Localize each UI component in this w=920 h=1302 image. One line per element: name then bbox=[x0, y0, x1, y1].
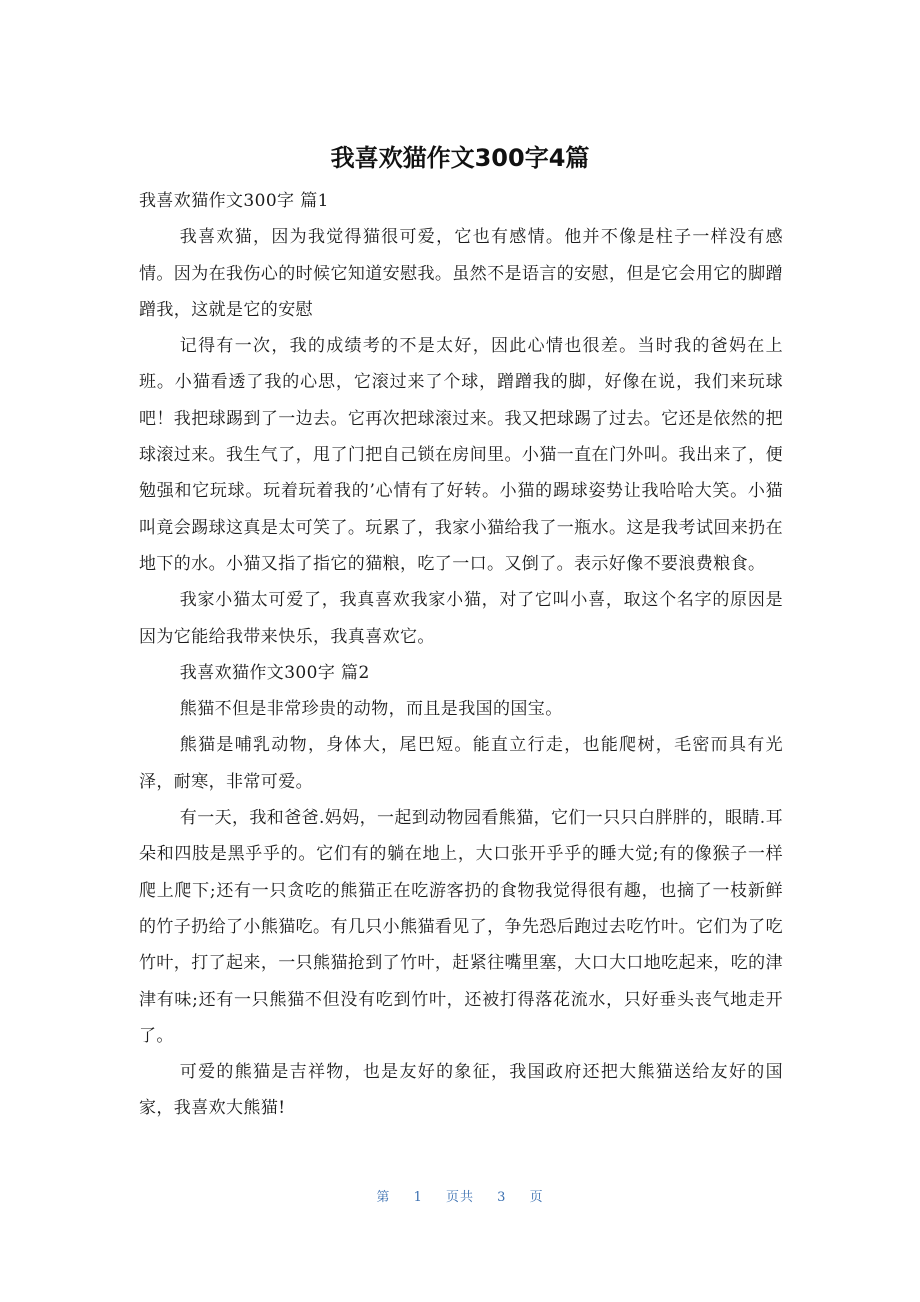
paragraph: 记得有一次，我的成绩考的不是太好，因此心情也很差。当时我的爸妈在上班。小猫看透了我的心思，它滚过来了个球，蹭蹭我的脚，好像在说，我们来玩球吧！我把球踢到了一边去。它再次把球滚过来。我又把球踢了过去。它还是依然的把球滚过来。我生气了，甩了门把自己锁在房间里。小猫一直在门外叫。我出来了，便勉强和它玩球。玩着玩着我的’心情有了好转。小猫的踢球姿势让我哈哈大笑。小猫叫竟会踢球这真是太可笑了。玩累了，我家小猫给我了一瓶水。这是我考试回来扔在地下的水。小猫又指了指它的猫粮，吃了一口。又倒了。表示好像不要浪费粮食。 bbox=[139, 336, 783, 574]
paragraph: 我喜欢猫，因为我觉得猫很可爱，它也有感情。他并不像是柱子一样没有感情。因为在我伤心的时候它知道安慰我。虽然不是语言的安慰，但是它会用它的脚蹭蹭我，这就是它的安慰 bbox=[139, 227, 783, 320]
document-title: 我喜欢猫作文300字4篇 bbox=[330, 144, 590, 172]
section-heading: 我喜欢猫作文300字 篇2 bbox=[179, 662, 370, 683]
footer-prefix: 第 bbox=[376, 1190, 391, 1205]
footer-total-pages: 3 bbox=[497, 1190, 507, 1205]
footer-suffix: 页 bbox=[529, 1190, 544, 1205]
section-heading: 我喜欢猫作文300字 篇1 bbox=[139, 191, 329, 211]
page-footer bbox=[0, 1186, 920, 1205]
document-body bbox=[139, 183, 783, 1127]
paragraph: 我家小猫太可爱了，我真喜欢我家小猫，对了它叫小喜，取这个名字的原因是因为它能给我带来快乐，我真喜欢它。 bbox=[139, 590, 783, 647]
footer-current-page: 1 bbox=[413, 1190, 423, 1205]
paragraph: 熊猫不但是非常珍贵的动物，而且是我国的国宝。 bbox=[179, 699, 563, 720]
paragraph: 熊猫是哺乳动物，身体大，尾巴短。能直立行走，也能爬树，毛密而具有光泽，耐寒，非常可爱。 bbox=[139, 735, 783, 792]
footer-middle: 页共 bbox=[445, 1190, 474, 1205]
paragraph: 有一天，我和爸爸.妈妈，一起到动物园看熊猫，它们一只只白胖胖的，眼睛.耳朵和四肢是黑乎乎的。它们有的躺在地上，大口张开乎乎的睡大觉;有的像猴子一样爬上爬下;还有一只贪吃的熊猫正在吃游客扔的食物我觉得很有趣，也摘了一枝新鲜的竹子扔给了小熊猫吃。有几只小熊猫看见了，争先恐后跑过去吃竹叶。它们为了吃竹叶，打了起来，一只熊猫抢到了竹叶，赶紧往嘴里塞，大口大口地吃起来，吃的津津有味;还有一只熊猫不但没有吃到竹叶，还被打得落花流水，只好垂头丧气地走开了。 bbox=[139, 808, 784, 1046]
paragraph: 可爱的熊猫是吉祥物，也是友好的象征，我国政府还把大熊猫送给友好的国家，我喜欢大熊猫! bbox=[139, 1062, 783, 1119]
